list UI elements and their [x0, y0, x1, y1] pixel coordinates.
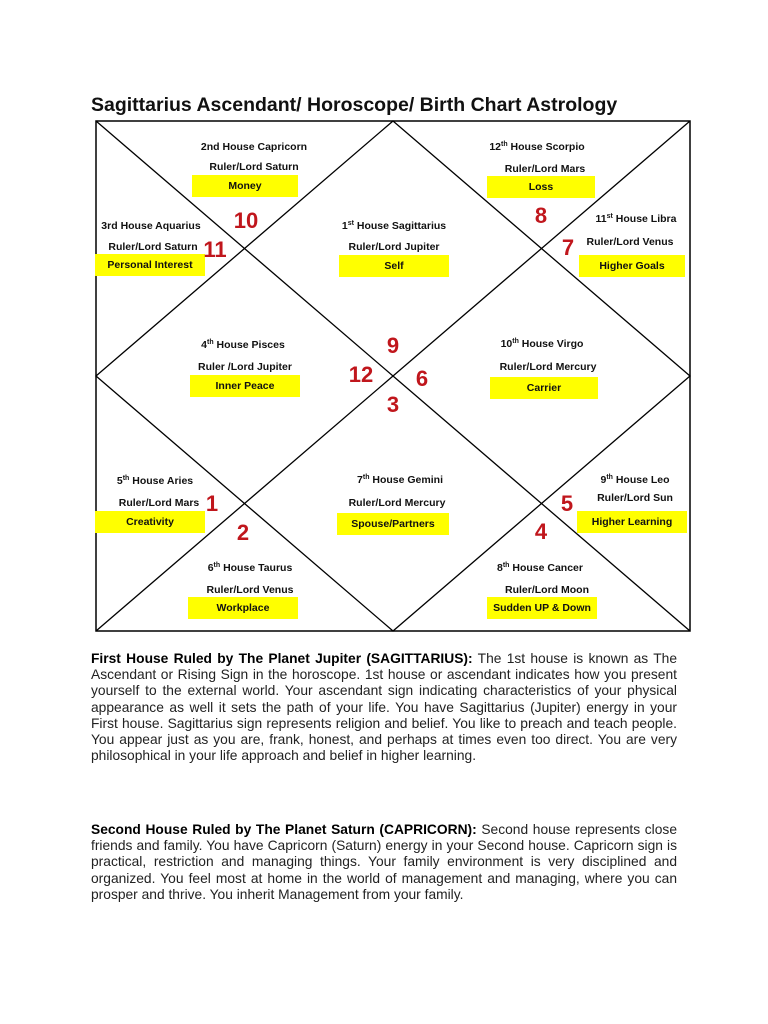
house-8-box: Sudden UP & Down — [487, 597, 597, 619]
house-2-box: Money — [192, 175, 298, 197]
house-10-ruler: Ruler/Lord Mercury — [499, 361, 597, 373]
birth-chart — [95, 120, 691, 632]
house-5-title: 5th House Aries — [116, 475, 194, 487]
house-8-title: 8th House Cancer — [497, 562, 583, 574]
house-11-ruler: Ruler/Lord Venus — [586, 236, 674, 248]
sign-number-8: 8 — [534, 203, 548, 228]
house-1-title: 1st House Sagittarius — [341, 220, 447, 232]
house-10-box: Carrier — [490, 377, 598, 399]
sign-number-5: 5 — [560, 491, 574, 516]
second-house-heading: Second House Ruled by The Planet Saturn (CAPRICORN): — [91, 822, 477, 837]
house-2-title: 2nd House Capricorn — [200, 141, 308, 153]
house-12-box: Loss — [487, 176, 595, 198]
first-house-heading: First House Ruled by The Planet Jupiter (SAGITTARIUS): — [91, 651, 473, 666]
first-house-body: The 1st house is known as The Ascendant or Rising Sign in the horoscope. 1st house or ascendant indicates how you present yourself to the external world. Your ascendant sign indicating characteristics of your physical appearance as well it sets the path of your life. You have Sagittarius (Jupiter) energy in your First house. Sagittarius sign represents religion and belief. You like to preach and teach people. You appear just as you are, frank, honest, and perhaps at times even too direct. You are very philosophical in your life approach and belief in higher learning. — [91, 651, 678, 764]
house-6-ruler: Ruler/Lord Venus — [206, 584, 294, 596]
sign-number-9: 9 — [386, 333, 400, 358]
house-3-box: Personal Interest — [95, 254, 205, 276]
sign-number-10: 10 — [233, 208, 259, 233]
sign-number-3: 3 — [386, 392, 400, 417]
second-house-body: Second house represents close friends and family. You have Capricorn (Saturn) energy in your Second house. Capricorn sign is practical, restriction and managing things. Your family environment is very disciplined and organized. You feel most at home in the world of management and managing, where you can prosper and thrive. You inherit Management from your family. — [91, 822, 677, 902]
house-12-title: 12th House Scorpio — [489, 141, 585, 153]
house-10-title: 10th House Virgo — [500, 338, 584, 350]
house-11-box: Higher Goals — [579, 255, 685, 277]
house-9-ruler: Ruler/Lord Sun — [597, 492, 673, 504]
page-title: Sagittarius Ascendant/ Horoscope/ Birth Chart Astrology — [91, 94, 618, 116]
house-9-box: Higher Learning — [577, 511, 687, 533]
sign-number-12: 12 — [348, 362, 374, 387]
house-4-title: 4th House Pisces — [201, 339, 285, 351]
chart-lines — [95, 120, 691, 632]
house-7-ruler: Ruler/Lord Mercury — [348, 497, 446, 509]
house-7-box: Spouse/Partners — [337, 513, 449, 535]
house-8-ruler: Ruler/Lord Moon — [505, 584, 589, 596]
house-1-box: Self — [339, 255, 449, 277]
house-4-ruler: Ruler /Lord Jupiter — [198, 361, 292, 373]
house-11-title: 11st House Libra — [595, 213, 677, 225]
house-9-title: 9th House Leo — [600, 474, 670, 486]
sign-number-1: 1 — [205, 491, 219, 516]
house-5-ruler: Ruler/Lord Mars — [118, 497, 200, 509]
house-6-box: Workplace — [188, 597, 298, 619]
house-12-ruler: Ruler/Lord Mars — [504, 163, 586, 175]
house-4-box: Inner Peace — [190, 375, 300, 397]
house-3-title: 3rd House Aquarius — [101, 220, 201, 232]
house-1-ruler: Ruler/Lord Jupiter — [348, 241, 440, 253]
second-house-description — [91, 822, 677, 903]
sign-number-4: 4 — [534, 519, 548, 544]
house-6-title: 6th House Taurus — [207, 562, 293, 574]
sign-number-7: 7 — [561, 235, 575, 260]
sign-number-11: 11 — [203, 237, 227, 262]
first-house-description — [91, 651, 677, 764]
house-7-title: 7th House Gemini — [357, 474, 443, 486]
house-2-ruler: Ruler/Lord Saturn — [209, 161, 299, 173]
sign-number-6: 6 — [415, 366, 429, 391]
sign-number-2: 2 — [236, 520, 250, 545]
house-5-box: Creativity — [95, 511, 205, 533]
house-3-ruler: Ruler/Lord Saturn — [108, 241, 198, 253]
